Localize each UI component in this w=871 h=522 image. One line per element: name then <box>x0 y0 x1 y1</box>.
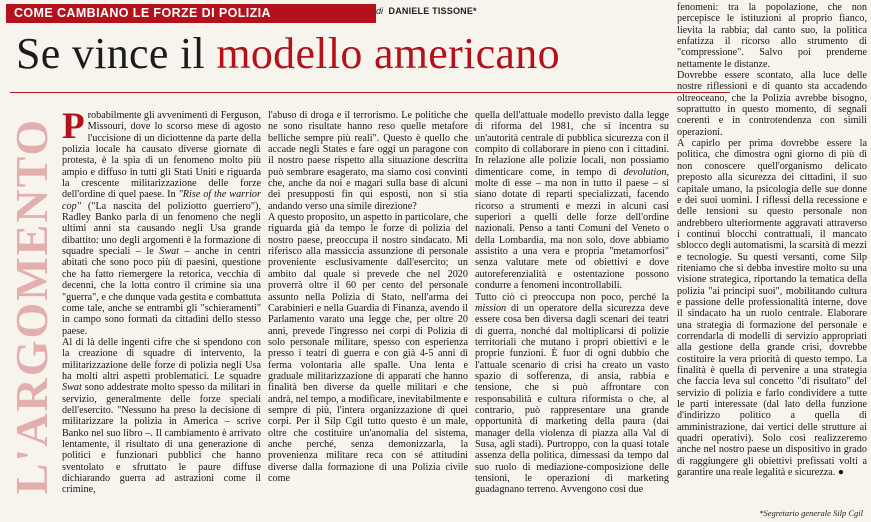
text-run: sono addestrate molto spesso da militari in servizio, generalmente delle forze speciali dell'esercito. "Nessuno ha preso la decisione di militarizzare la polizia in America – scrive Banko nel suo libro –. Il cambiamento è arrivato lentamente, il risultato di una generazione di politici e funzionari pubblici che hanno sventolato e sfruttato le paure diffuse dichiarando guerra ad astrazioni come il crimine, <box>62 382 261 496</box>
paragraph: A capirlo per prima dovrebbe essere la politica, che dimostra ogni giorno di più di non conoscere quell'organismo delicato preposto alla sicurezza dei cittadini, il suo capitale umano, la psicologia delle sue donne e dei suoi uomini. I riflessi della recessione e delle tensioni su questo personale non andrebbero ulteriormente aggravati attraverso i continui blocchi contrattuali, il mancato sblocco degli automatismi, la scarsità di mezzi e tecnologie. Su questi versanti, come Silp riteniamo che si debba investire molto su una visione strategica, riportando la tematica della polizia "ai principi suoi", mobilitando cultura e passione delle professionalità interne, dove il sindacato ha un ruolo centrale. Elaborare una strategia di formazione del personale e correndarla di modelli di servizio appropriati alla gestione della grande crisi, dovrebbe costituire la vera priorità di questo tempo. La finalità è quella di pervenire a una strategia che faccia leva sul concetto "di risultato" del servizio di polizia e farlo condividere a tutte le parti interessate (dal lato della funzione d'indirizzo politico a quella di amministrazione, dai vertici delle strutture ai quadri operativi). Solo così realizzeremo anche nel nostro paese un dispositivo in grado di raggiungere gli obiettivi prefissati volti a garantire una reale legalità e sicurezza. ● <box>677 138 867 479</box>
italic-run: devolution <box>623 166 667 178</box>
byline <box>376 6 477 16</box>
article-column-4 <box>677 2 867 504</box>
italic-run: mission <box>475 302 507 314</box>
italic-run: "Rise of the warrior cop" <box>62 189 261 212</box>
headline <box>16 30 560 78</box>
text-run: , molte di esse – ma non in tutto il paese – si siano dotate di reparti specializzati, facendo ricorso a strumenti e mezzi in alcuni casi superiori a quelli delle forze dell'ordine nazionali. Penso a tanti Comuni del Veneto o della Lombardia, ma non solo, dove abbiamo assistito a una vera e propria "metamorfosi" senza valutare mete od obiettivi e dove autoreferenzialità e ostentazione possono condurre a fenomeni incontrollabili. <box>475 166 669 292</box>
paragraph: A questo proposito, un aspetto in particolare, che riguarda già da tempo le forze di polizia del nostro paese, preoccupa il nostro sindacato. Mi riferisco alla massiccia assunzione di personale proveniente esclusivamente dall'esercito; un ambito dal quale si prevede che nel 2020 proverrà oltre il 60 per cento del personale assunto nella Polizia di Stato, nell'arma dei Carabinieri e nella Guardia di Finanza, avendo il Parlamento varato una legge che, per oltre 20 anni, prevede l'ingresso nei corpi di Polizia di solo personale militare, spesso con esperienza presso i teatri di guerra e con già 4-5 anni di ferma volontaria alle spalle. Una lenta e graduale militarizzazione di apparati che hanno finalità ben diverse da quelle militari e che andrà, nel tempo, a modificare, inevitabilmente e sempre di più, l'intera organizzazione di quei corpi. Per il Silp Cgil tutto questo è un male, oltre che costituire un'anomalia del sistema, anche perché, senza demonizzarla, la provenienza militare reca con sé attitudini diverse dalla formazione di una Polizia civile come <box>268 212 468 484</box>
drop-cap: P <box>62 110 85 147</box>
paragraph <box>62 110 261 337</box>
text-run: robabilmente gli avvenimenti di Ferguson, Missouri, dove lo scorso mese di agosto l'uccisione di un diciottenne da parte della polizia locale ha causato diverse giornate di protesta, è la spia di un fenomeno molto più ampio e diffuso in tutti gli Stati Uniti e riguarda la crescente militarizzazione delle forze dell'ordine di quel paese. In <box>62 110 261 201</box>
text-run: quella dell'attuale modello previsto dalla legge di riforma del 1981, che si incentra su un'autorità centrale di pubblica sicurezza con il compito di collaborare in pieno con i cittadini. In relazione alle polizie locali, non possiamo dimenticare come, in tempo di <box>475 110 669 178</box>
paragraph <box>475 292 669 496</box>
text-run: Tutto ciò ci preoccupa non poco, perché la <box>475 291 669 303</box>
text-run: Al di là delle ingenti cifre che si spendono con la creazione di squadre di intervento, la militarizzazione delle forze di polizia negli Usa ha molti altri aspetti problematici. Le squadre <box>62 336 261 382</box>
paragraph: Dovrebbe essere scontato, alla luce delle nostre riflessioni e di quanto sta accadendo oltreoceano, che la Polizia avrebbe bisogno, soprattutto in questo momento, di segnali coerenti e in controtendenza con simili operazioni. <box>677 70 867 138</box>
text-run: – anche in centri abitati che sono poco più di paesini, questione che ha fatto riemergere la retorica, vecchia di decenni, che la lotta contro il crimine sia una "guerra", e che dunque vada gestita e combattuta come tale, anche se entrambi gli "schieramenti" in campo sono formati da cittadini dello stesso paese. <box>62 246 261 337</box>
paragraph <box>475 110 669 292</box>
byline-prefix: di <box>376 6 384 16</box>
headline-part2: modello americano <box>216 29 560 78</box>
italic-run: Swat <box>62 382 82 394</box>
rubric-label: COME CAMBIANO LE FORZE DI POLIZIA <box>14 6 271 20</box>
byline-author: DANIELE TISSONE* <box>388 6 477 16</box>
article-column-1 <box>62 110 261 520</box>
section-label-vertical <box>5 96 59 516</box>
italic-run: Swat <box>159 246 180 258</box>
headline-part1: Se vince il <box>16 29 217 78</box>
article-column-2 <box>268 110 468 520</box>
text-run: ("La nascita del poliziotto guerriero"), Radley Banko parla di un fenomeno che negli ultimi anni sta causando negli Usa grande dibattito: uno degli argomenti è la formazione di squadre speciali – le <box>62 200 261 258</box>
paragraph <box>62 337 261 496</box>
article-column-3 <box>475 110 669 520</box>
paragraph: fenomeni: tra la popolazione, che non percepisce le istituzioni al proprio fianco, lievita la rabbia; dal canto suo, la politica enfatizza il ricorso allo strumento di "compressione". Salvo poi prenderne nettamente le distanze. <box>677 2 867 70</box>
headline-rule <box>10 92 730 93</box>
paragraph: l'abuso di droga e il terrorismo. Le politiche che ne sono risultate hanno reso quelle metafore belliche sempre più reali". Questo è quello che accade negli States e fare oggi un paragone con il nostro paese rispetto alla situazione descritta può sembrare esagerato, ma siamo così convinti che, anche da noi e magari sulla base di alcuni dei presupposti fin qui esposti, non si stia andando verso una simile direzione? <box>268 110 468 212</box>
author-signature: *Segretario generale Silp Cgil <box>759 508 863 518</box>
section-label-text: L'ARGOMENTO <box>6 117 57 495</box>
text-run: di un operatore della sicurezza deve essere cosa ben diversa dagli scenari dei teatri di guerra, nonché dal moltiplicarsi di polizie territoriali che mutano i propri obiettivi e le proprie funzioni. È fuor di ogni dubbio che l'attuale scenario di crisi ha creato un vasto spazio di sofferenza, di ansia, rabbia e tensione, che si può affrontare con responsabilità e cultura riformista o che, al contrario, può rappresentare una grande opportunità di marketing della paura (dai manager della violenza di piazza alla Val di Susa, agli stadi). Purtroppo, con la quasi totale assenza della politica, dimessasi da tempo dal suo ruolo di mediazione-composizione delle tensioni, le operazioni di marketing guadagnano terreno. Avvengono così due <box>475 302 669 496</box>
